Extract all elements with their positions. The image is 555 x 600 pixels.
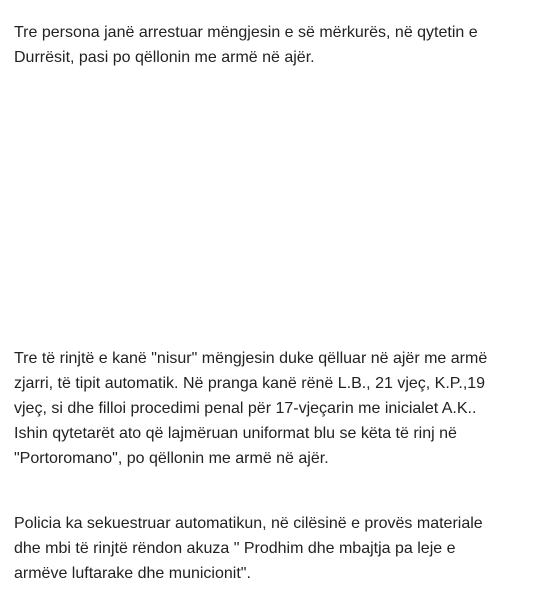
paragraph-line: dhe mbi të rinjtë rëndon akuza " Prodhim dhe mbajtja pa leje e — [14, 540, 456, 557]
paragraph-line: vjeç, si dhe filloi procedimi penal për 17-vjeçarin me inicialet A.K.. — [14, 400, 477, 417]
paragraph-line: zjarri, të tipit automatik. Në pranga kanë rënë L.B., 21 vjeç, K.P.,19 — [14, 375, 486, 392]
article-paragraph-3 — [14, 511, 544, 586]
paragraph-line: Tre të rinjtë e kanë "nisur" mëngjesin duke qëlluar në ajër me armë — [14, 350, 488, 367]
paragraph-line: Ishin qytetarët ato që lajmëruan uniformat blu se këta të rinj në — [14, 425, 457, 442]
article-paragraph-1 — [14, 20, 544, 70]
article-paragraph-2 — [14, 346, 544, 471]
paragraph-line: "Portoromano", po qëllonin me armë në ajër. — [14, 450, 329, 467]
paragraph-line: Durrësit, pasi po qëllonin me armë në ajër. — [14, 49, 315, 66]
paragraph-line: Policia ka sekuestruar automatikun, në cilësinë e provës materiale — [14, 515, 483, 532]
paragraph-line: armëve luftarake dhe municionit". — [14, 565, 251, 582]
paragraph-line: Tre persona janë arrestuar mëngjesin e së mërkurës, në qytetin e — [14, 24, 478, 41]
